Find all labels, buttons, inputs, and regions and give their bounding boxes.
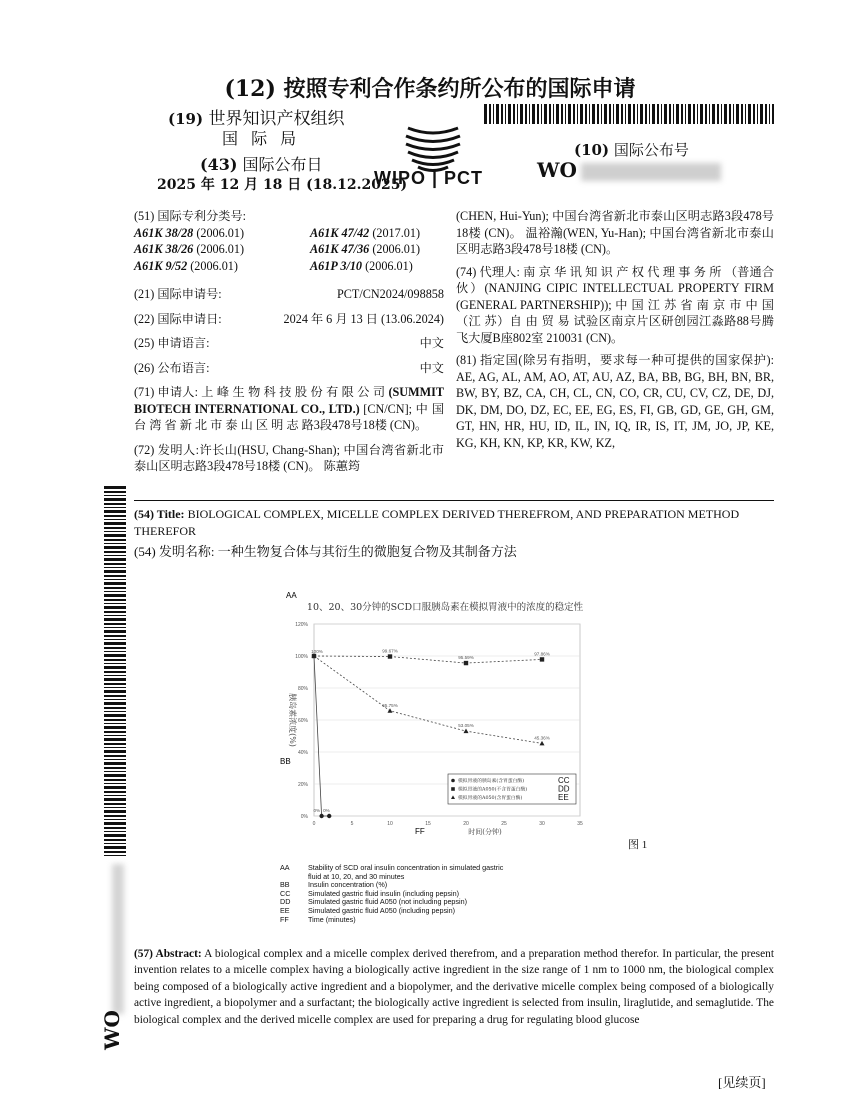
legend-key: EE <box>558 793 569 802</box>
insulin-stability-chart <box>280 588 600 836</box>
ipc-label: (51) 国际专利分类号: <box>134 209 247 223</box>
y-tick-label: 120% <box>295 622 308 628</box>
key-description: Simulated gastric fluid A050 (including pepsin) <box>308 905 456 915</box>
figure-key-aa: AA <box>286 591 297 600</box>
data-label: 100% <box>311 649 323 654</box>
organization-sub: 国 际 局 <box>222 129 301 148</box>
key-code: BB <box>280 880 290 890</box>
divider <box>134 500 774 501</box>
legend-label: 模拟胃液的A050(含胃蛋白酶) <box>458 796 523 801</box>
figure-key-bb: BB <box>280 757 291 766</box>
publication-number-label: (10) 国际公布号 <box>574 141 689 159</box>
data-point <box>388 708 393 713</box>
data-point <box>540 741 545 746</box>
key-row <box>280 864 522 881</box>
key-row <box>280 916 522 925</box>
data-point <box>464 661 468 665</box>
key-code: FF <box>280 914 289 924</box>
figure-caption: 图 1 <box>628 839 648 851</box>
document-title: (12) 按照专利合作条约所公布的国际申请 <box>224 76 636 102</box>
biblio-right <box>456 208 774 451</box>
biblio-left <box>134 208 444 475</box>
legend-label: 模拟胃液的A050(不含胃蛋白酶) <box>458 787 528 793</box>
applicant: (71) 申请人: 上 峰 生 物 科 技 股 份 有 限 公 司 (SUMMIT BIOTECH INTERNATIONAL CO., LTD.) [CN/CN]; 中 国 台 湾 省 新 北 市 泰 山 区 明 志 路3段478号18楼 (CN)。 <box>134 385 445 432</box>
key-description: Simulated gastric fluid insulin (including pepsin) <box>308 888 460 898</box>
inventors-continued: (CHEN, Hui-Yun); 中国台湾省新北市泰山区明志路3段478号18楼 (CN)。 温裕瀚(WEN, Yu-Han); 中国台湾省新北市泰山区明志路3段478号18楼 (CN)。 <box>456 209 774 256</box>
x-tick-label: 5 <box>350 821 354 827</box>
legend-marker <box>451 779 455 783</box>
y-tick-label: 60% <box>297 718 308 724</box>
y-axis-label: 胰岛素浓度(%) <box>288 693 297 747</box>
series-line <box>314 656 329 816</box>
data-label: 99.67% <box>382 648 398 654</box>
publication-date: 2025 年 12 月 18 日 (18.12.2025) <box>157 177 408 193</box>
inventors: (72) 发明人:许长山(HSU, Chang-Shan); 中国台湾省新北市泰山区明志路3段478号18楼 (CN)。 陈蕙筠 <box>134 442 444 473</box>
x-tick-label: 0 <box>312 821 316 827</box>
data-label: 0% <box>323 808 330 813</box>
data-label: 97.86% <box>534 651 550 657</box>
filing-language-row: (25) 申请语言: 中文 <box>134 336 444 350</box>
legend-marker <box>451 787 455 791</box>
y-tick-label: 40% <box>297 750 308 756</box>
filing-date-row: (22) 国际申请日: 2024 年 6 月 13 日 (13.06.2024) <box>134 311 444 326</box>
ipc-code: A61K 47/42 (2017.01) <box>310 225 421 240</box>
application-number-row: (21) 国际申请号: PCT/CN2024/098858 <box>134 287 444 301</box>
series-line <box>314 656 542 663</box>
legend-key: CC <box>558 776 570 785</box>
abstract: (57) Abstract: A biological complex and a micelle complex derived therefrom, and a preparation method therefor. In particular, the present invention relates to a micelle complex having a biologically active ingredient in the size range of 1 nm to 1000 nm, the biological complex being composed of a biologically active ingredient and a biopolymer, and the derivative micelle complex being composed of a biologically active ingredient, a biopolymer and a surfactant; the biologically active ingredient is selected from insulin, liraglutide, and semaglutide. The biological complex and the derived micelle complex are used for preparing a drug for regulating blood glucose <box>134 948 774 1026</box>
title-chinese: (54) 发明名称: 一种生物复合体与其衍生的微胞复合物及其制备方法 <box>134 544 517 559</box>
x-tick-label: 30 <box>539 821 545 827</box>
x-tick-label: 25 <box>501 821 507 827</box>
key-code: EE <box>280 905 290 915</box>
key-code: DD <box>280 897 291 907</box>
ipc-list <box>134 225 444 275</box>
ipc-code: A61K 38/26 (2006.01) <box>134 242 245 256</box>
continued-note: [见续页] <box>718 1075 766 1090</box>
designated-states: (81) 指定国(除另有指明，要求每一种可提供的国家保护): AE, AG, AL, AM, AO, AT, AU, AZ, BA, BB, BG, BH, BN, BR, BW, BY, BZ, CA, CH, CL, CN, CO, CR, CU, CV, CZ, DE, DJ, DK, DM, DO, DZ, EC, EE, EG, ES, FI, GB, GD, GE, GH, GM, GT, HN, HR, HU, ID, IL, IN, IQ, IR, IS, IT, JM, JO, JP, KE, KG, KH, KN, KP, KR, KW, KZ, <box>456 353 774 450</box>
side-wo-label: WO <box>100 1010 124 1050</box>
key-code: AA <box>280 863 290 872</box>
y-tick-label: 100% <box>295 654 308 660</box>
y-tick-label: 20% <box>297 782 308 788</box>
publication-date-label: (43) 国际公布日 <box>200 155 323 174</box>
legend-key: DD <box>558 784 570 794</box>
key-code: CC <box>280 888 291 898</box>
data-label: 95.59% <box>458 655 474 661</box>
data-label: 0% <box>313 808 321 813</box>
figure-key-ff: FF <box>415 827 425 836</box>
ipc-code: A61K 38/28 (2006.01) <box>134 225 245 240</box>
data-point <box>388 654 392 658</box>
publication-language-row: (26) 公布语言: 中文 <box>134 360 444 375</box>
x-axis-label: 时间(分钟) <box>468 828 502 836</box>
key-description: Stability of SCD oral insulin concentration in simulated gastric fluid at 10, 20, and 30 minutes <box>308 863 504 881</box>
key-description: Simulated gastric fluid A050 (not including pepsin) <box>308 897 468 907</box>
organization-name: (19) 世界知识产权组织 <box>168 109 345 129</box>
data-point <box>464 729 469 734</box>
wipo-pct-logo-text: WIPO | PCT <box>374 168 484 188</box>
agent: (74) 代理人: 南 京 华 讯 知 识 产 权 代 理 事 务 所 （普通合伙）(NANJING CIPIC INTELLECTUAL PROPERTY FIRM (GENERAL PARTNERSHIP)); 中 国 江 苏 省 南 京 市 中 国（江 苏）自 由 贸 易 试验区南京片区研创园江淼路88号腾飞大厦B座802室 210031 (CN)。 <box>456 264 775 345</box>
data-label: 53.05% <box>458 723 474 729</box>
title-english: (54) Title: BIOLOGICAL COMPLEX, MICELLE COMPLEX DERIVED THEREFROM, AND PREPARATION METHOD THEREFOR <box>134 507 740 538</box>
x-tick-label: 10 <box>387 821 393 827</box>
redacted-side-number <box>112 864 124 1014</box>
ipc-code: A61K 47/36 (2006.01) <box>310 242 421 256</box>
data-point <box>540 657 544 661</box>
legend-label: 模拟胃液的胰岛素(含胃蛋白酶) <box>458 779 525 784</box>
redacted-number <box>581 163 721 181</box>
key-description: Time (minutes) <box>308 914 356 924</box>
x-tick-label: 35 <box>577 821 583 827</box>
data-point <box>327 814 331 818</box>
publication-number: WO <box>537 158 721 182</box>
figure-key-table <box>280 864 522 924</box>
chart-title: 10、20、30分钟的SCD口服胰岛素在模拟胃液中的浓度的稳定性 <box>306 602 584 613</box>
barcode-icon <box>484 104 774 124</box>
ipc-code: A61P 3/10 (2006.01) <box>310 258 413 273</box>
data-label: 45.36% <box>534 735 550 741</box>
ipc-code: A61K 9/52 (2006.01) <box>134 258 238 273</box>
series-line <box>314 656 542 743</box>
data-point <box>319 814 323 818</box>
y-tick-label: 80% <box>297 686 308 692</box>
x-tick-label: 20 <box>463 821 469 827</box>
y-tick-label: 0% <box>300 814 308 820</box>
side-barcode-icon <box>104 486 126 856</box>
data-label: 65.75% <box>382 702 398 708</box>
key-description: Insulin concentration (%) <box>308 880 388 890</box>
x-tick-label: 15 <box>425 821 431 827</box>
